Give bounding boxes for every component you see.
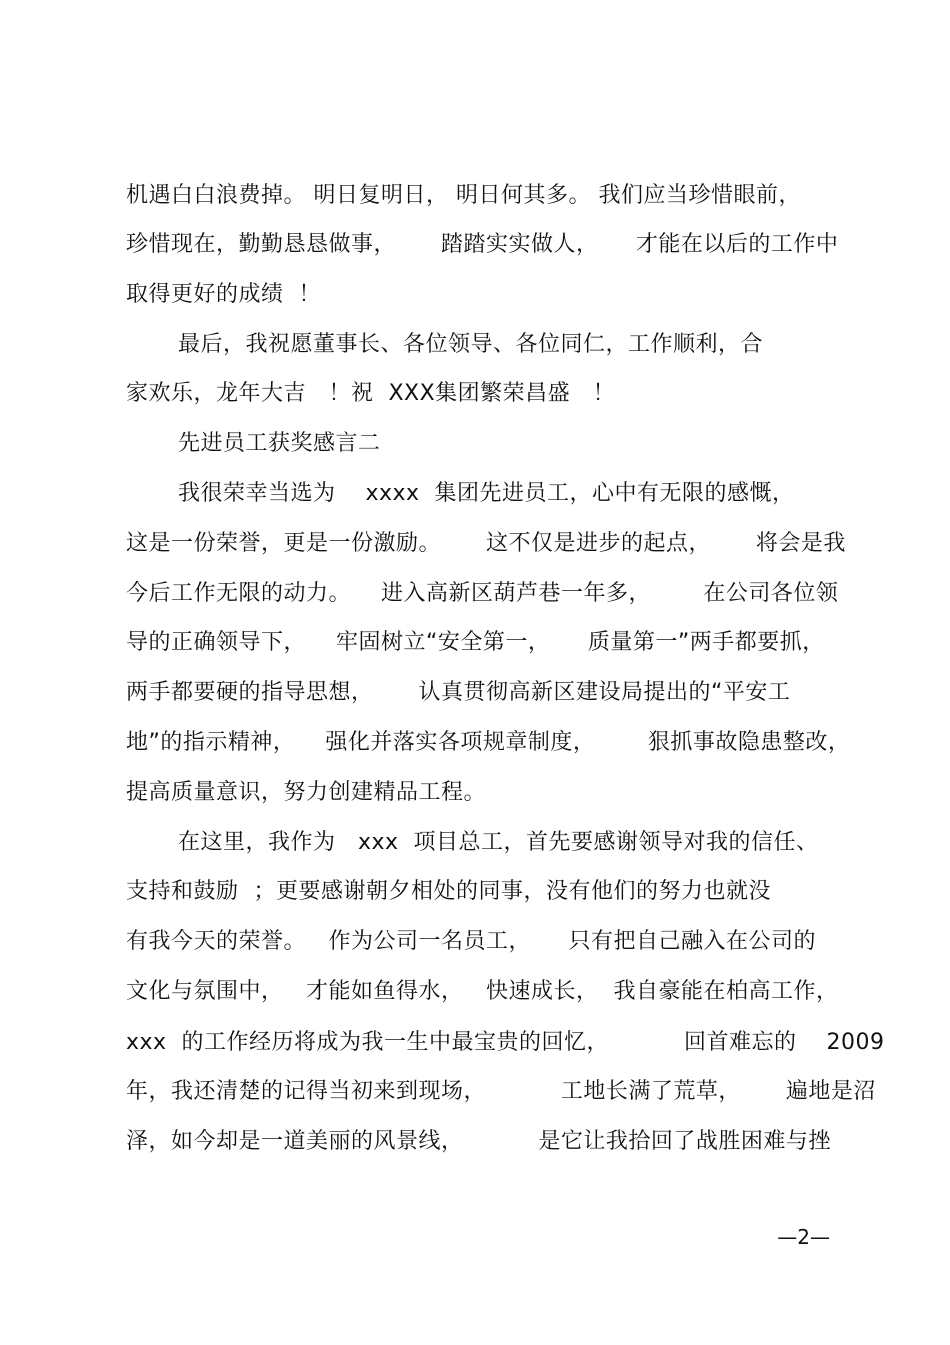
text-line: 机遇白白浪费掉。 明日复明日， 明日何其多。 我们应当珍惜眼前， bbox=[126, 183, 801, 208]
text-line: 提高质量意识，努力创建精品工程。 bbox=[126, 780, 487, 805]
text-line: 年，我还清楚的记得当初来到现场， 工地长满了荒草， 遍地是沼 bbox=[126, 1079, 876, 1104]
text-line: 我很荣幸当选为 xxxx 集团先进员工，心中有无限的感慨， bbox=[178, 481, 795, 506]
section-heading: 先进员工获奖感言二 bbox=[178, 431, 381, 456]
text-line: 这是一份荣誉，更是一份激励。 这不仅是进步的起点， 将会是我 bbox=[126, 531, 846, 556]
text-line: 家欢乐，龙年大吉 ！祝 XXX集团繁荣昌盛 ！ bbox=[126, 381, 616, 406]
text-line: 珍惜现在，勤勤恳恳做事， 踏踏实实做人， 才能在以后的工作中 bbox=[126, 232, 839, 257]
text-line: 文化与氛围中， 才能如鱼得水， 快速成长， 我自豪能在柏高工作， bbox=[126, 979, 839, 1004]
text-line: 地”的指示精神， 强化并落实各项规章制度， 狠抓事故隐患整改， bbox=[126, 730, 851, 755]
page-number: —2— bbox=[777, 1225, 830, 1249]
text-line: 两手都要硬的指导思想， 认真贯彻高新区建设局提出的“平安工 bbox=[126, 680, 791, 705]
text-line: xxx 的工作经历将成为我一生中最宝贵的回忆， 回首难忘的 2009 bbox=[126, 1030, 885, 1055]
text-line: 导的正确领导下， 牢固树立“安全第一， 质量第一”两手都要抓， bbox=[126, 630, 825, 655]
text-line: 有我今天的荣誉。 作为公司一名员工， 只有把自己融入在公司的 bbox=[126, 929, 816, 954]
text-line: 今后工作无限的动力。 进入高新区葫芦巷一年多， 在公司各位领 bbox=[126, 581, 839, 606]
text-line: 泽，如今却是一道美丽的风景线， 是它让我拾回了战胜困难与挫 bbox=[126, 1129, 831, 1154]
text-line: 取得更好的成绩 ！ bbox=[126, 282, 321, 307]
text-line: 最后，我祝愿董事长、各位领导、各位同仁，工作顺利，合 bbox=[178, 332, 764, 357]
text-line: 支持和鼓励 ；更要感谢朝夕相处的同事，没有他们的努力也就没 bbox=[126, 879, 771, 904]
text-line: 在这里，我作为 xxx 项目总工，首先要感谢领导对我的信任、 bbox=[178, 830, 819, 855]
